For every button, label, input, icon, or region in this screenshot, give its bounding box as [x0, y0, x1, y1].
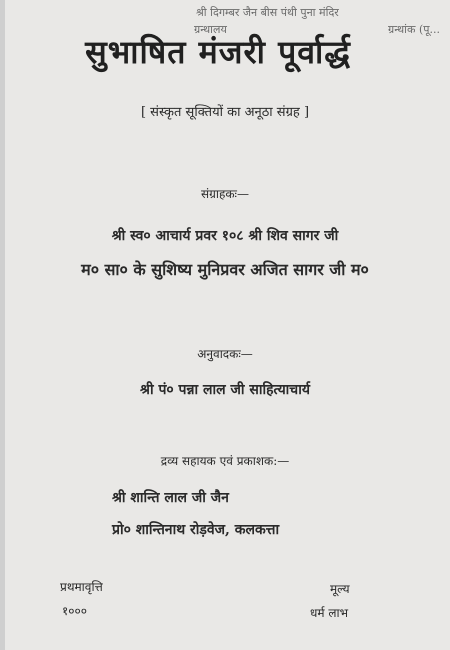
book-subtitle: [ संस्कृत सूक्तियों का अनूठा संग्रह ]: [140, 105, 310, 120]
stamp-book-number: ग्रन्थांक (पू...: [388, 23, 440, 36]
stamp-library-label: ग्रन्थालय: [194, 23, 227, 36]
publisher-label: द्रव्य सहायक एवं प्रकाशक:—: [160, 454, 290, 468]
edition-count: १०००: [62, 604, 87, 618]
publisher-line-2: प्रो० शान्तिनाथ रोड़वेज, कलकत्ता: [112, 522, 280, 538]
publisher-line-1: श्री शान्ति लाल जी जैन: [112, 490, 229, 506]
price-value: धर्म लाभ: [310, 606, 349, 620]
stamp-line-1: श्री दिगम्बर जैन बीस पंथी पुना मंदिर: [196, 6, 339, 19]
compiler-label: संग्राहकः—: [200, 187, 249, 201]
book-title: सुभाषित मंजरी पूर्वार्द्ध: [85, 33, 351, 71]
compiler-line-1: श्री स्व० आचार्य प्रवर १०८ श्री शिव सागर जी: [111, 228, 339, 244]
compiler-line-2: म० सा० के सुशिष्य मुनिप्रवर अजित सागर जी म०: [81, 260, 369, 279]
page-edge: [0, 0, 5, 650]
translator-label: अनुवादकः—: [197, 347, 253, 361]
edition-label: प्रथमावृत्ति: [60, 580, 103, 594]
price-label: मूल्य: [330, 582, 350, 596]
translator-name: श्री पं० पन्ना लाल जी साहित्याचार्य: [140, 382, 310, 398]
